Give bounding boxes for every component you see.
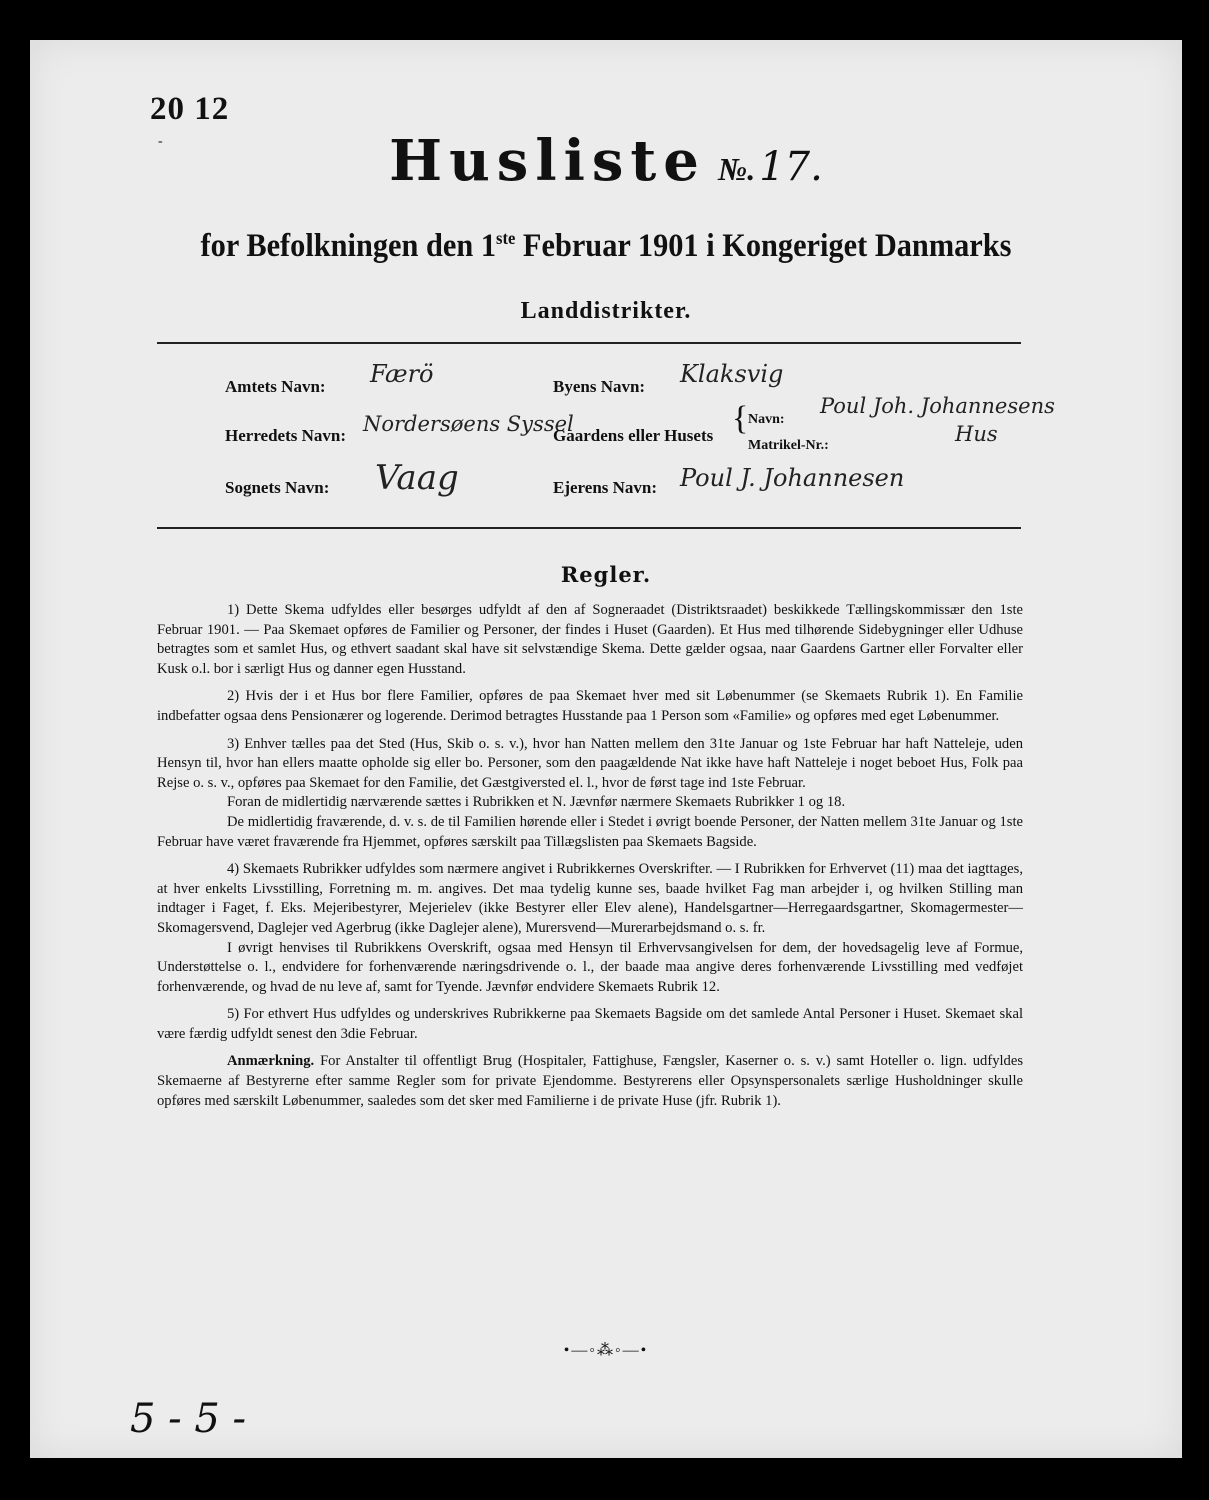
page-number: 20 12: [150, 91, 230, 127]
rule-paragraph: Foran de midlertidig nærværende sættes i Rubrikken et N. Jævnfør nærmere Skemaets Rubrikker 1 og 18.: [227, 794, 846, 811]
numero-prefix: №.: [717, 151, 756, 187]
subtitle-start: for Befolkningen den 1: [200, 228, 497, 264]
title-row: [30, 128, 1182, 194]
rules-heading: Regler.: [560, 562, 652, 587]
brace-icon: {: [732, 400, 749, 437]
subtitle-end: Februar 1901 i Kongeriget Danmarks: [515, 228, 1012, 264]
by-label: Byens Navn:: [553, 377, 646, 396]
house-name-value: Poul Joh. Johannesens: [820, 394, 1055, 418]
sogn-value: Vaag: [375, 458, 459, 498]
herred-label: Herredets Navn:: [225, 426, 347, 445]
herred-value: Nordersøens Syssel: [363, 412, 574, 436]
house-name-value-cont: Hus: [955, 422, 998, 446]
bottom-handwriting: 5 - 5 -: [130, 1396, 247, 1442]
matrikel-label: Matrikel-Nr.:: [748, 438, 829, 453]
divider-top: [157, 342, 1021, 344]
by-value: Klaksvig: [680, 360, 784, 388]
divider-bottom: [157, 527, 1021, 529]
form-subtitle-district: Landdistrikter.: [520, 298, 692, 324]
rule-paragraph: 3) Enhver tælles paa det Sted (Hus, Skib o. s. v.), hvor han Natten mellem den 31te Januar og 1ste Februar har haft Natteleje, uden Hensyn til, hvor han ellers maatte opholde sig eller bo. Personer, som den paagældende Nat ikke have haft Natteleje i noget beboet Hus, Folk paa Rejse o. s. v., opføres paa Skemaet for den Familie, det Gæstgiversted el. l., hvor de først tage ind 1ste Februar.: [157, 735, 1023, 791]
rule-paragraph: 4) Skemaets Rubrikker udfyldes som nærmere angivet i Rubrikkernes Overskrifter. — I Rubrikken for Erhvervet (11) maa det iagttages, at hver enkelts Livsstilling, Forretning m. m. angives. Det maa tydelig kunne ses, baade hvilket Fag man arbejder i, og hvilken Stilling man indtager i Faget, f. Eks. Mejeribestyrer, Mejerielev (ikke Bestyrer eller Elev alene), Handelsgartner—Herregaardsgartner, Skomagermester—Skomagersvend, Daglejer ved Agerbrug (ikke Daglejer alene), Murersvend—Murerarbejdsmand o. s. fr.: [157, 861, 1023, 936]
form-subtitle: [76, 228, 1136, 265]
amt-value: Færö: [370, 360, 434, 388]
rule-paragraph: De midlertidig fraværende, d. v. s. de til Familien hørende eller i Stedet i øvrigt boende Personer, der Natten mellem 31te Januar og 1ste Februar have været fraværende fra Hjemmet, opføres særskilt paa Tillægslisten paa Skemaets Bagside.: [157, 813, 1023, 850]
navn-label: Navn:: [748, 412, 785, 427]
form-title: Husliste: [389, 128, 706, 194]
note-text: For Anstalter til offentligt Brug (Hospitaler, Fattighuse, Fængsler, Kaserner o. s. v.) samt Hoteller o. lign. udfyldes Skemaerne af Bestyrerne efter samme Regler som for private Ejendomme. Bestyrerens eller Opsynspersonalets særlige Husholdninger skulle opføres med særskilt Løbenummer, saaledes som det sker med Familierne i de private Huse (jfr. Rubrik 1).: [157, 1053, 1023, 1109]
amt-label: Amtets Navn:: [225, 377, 326, 396]
ejer-value: Poul J. Johannesen: [680, 464, 905, 492]
subtitle-superscript: ste: [496, 228, 516, 248]
rule-paragraph: 5) For ethvert Hus udfyldes og underskrives Rubrikkerne paa Skemaets Bagside om det samlede Antal Personer i Huset. Skemaet skal være færdig udfyldt senest den 3die Februar.: [157, 1006, 1023, 1042]
census-form-page: [30, 40, 1182, 1458]
ornament-divider: •—◦⁂◦—•: [563, 1342, 649, 1359]
rule-paragraph: 2) Hvis der i et Hus bor flere Familier, opføres de paa Skemaet hver med sit Løbenummer (se Skemaets Rubrik 1). En Familie indbefatter ogsaa dens Pensionærer og logerende. Derimod betragtes Husstande paa 1 Person som «Familie» og opføres med eget Løbenummer.: [157, 688, 1023, 724]
note-paragraph: [157, 1052, 1023, 1111]
sogn-label: Sognets Navn:: [225, 478, 330, 497]
ejer-label: Ejerens Navn:: [553, 478, 658, 497]
note-label: Anmærkning.: [227, 1053, 315, 1070]
rule-paragraph: 1) Dette Skema udfyldes eller besørges udfyldt af den af Sogneraadet (Distriktsraadet) beskikkede Tællingskommissær den 1ste Februar 1901. — Paa Skemaet opføres de Familier og Personer, der findes i Huset (Gaarden). Et Hus med tilhørende Sidebygninger eller Udhuse betragtes som et samlet Hus, og ethvert saadant skal have sit selvstændige Skema. Dette gælder ogsaa, naar Gaardens Gartner eller Forvalter eller Kusk o.l. bor i særligt Hus og danner egen Husstand.: [157, 602, 1023, 677]
rules-body: [157, 601, 1023, 1119]
list-number-handwritten: 17.: [759, 144, 823, 190]
pencil-mark: -: [158, 134, 163, 149]
gaard-label: Gaardens eller Husets: [553, 426, 714, 445]
rule-paragraph: I øvrigt henvises til Rubrikkens Overskrift, ogsaa med Hensyn til Erhvervsangivelsen for dem, der hovedsagelig leve af Formue, Understøttelse o. l., endvidere for forhenværende næringsdrivende o. l., der baade maa angive deres forhenværende Livsstilling med vedføjet forhenværende, og hvad de nu leve af, samt for Tyende. Jævnfør endvidere Skemaets Rubrik 12.: [157, 939, 1023, 995]
